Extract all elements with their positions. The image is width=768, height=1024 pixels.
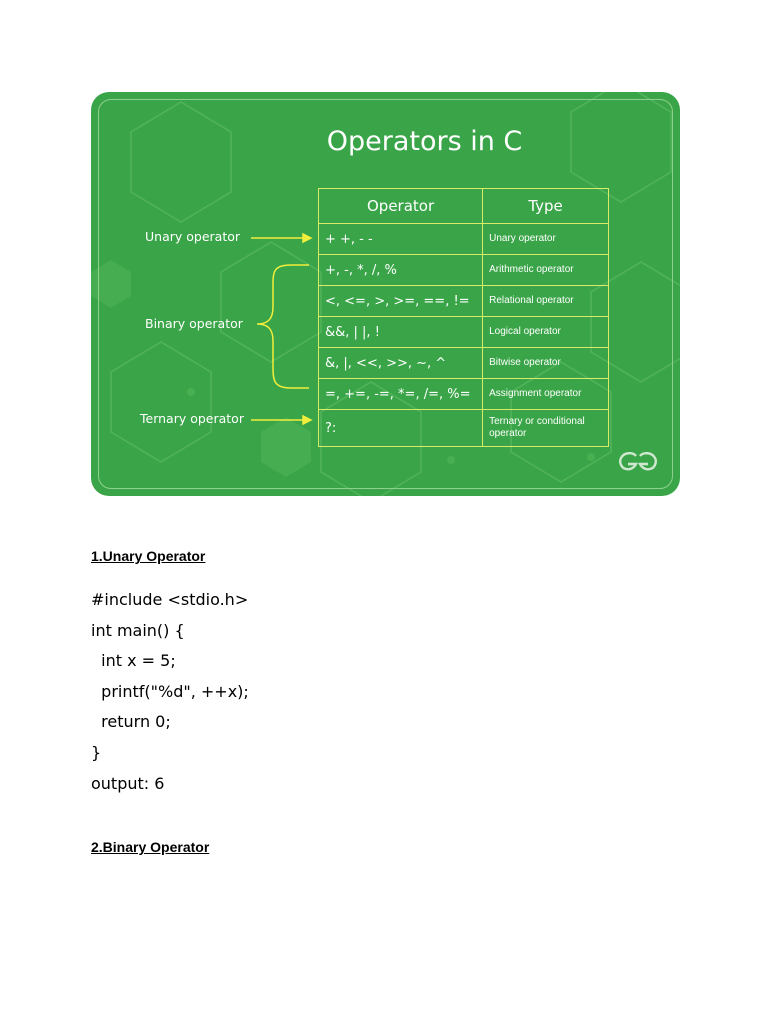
operator-cell: <, <=, >, >=, ==, !=	[319, 286, 483, 317]
code-line: #include <stdio.h>	[91, 590, 249, 609]
operator-cell: ?:	[319, 410, 483, 447]
table-row	[319, 224, 609, 255]
type-cell: Relational operator	[483, 286, 609, 317]
operator-table	[318, 188, 609, 447]
table-row	[319, 410, 609, 447]
gg-logo-icon	[618, 450, 658, 472]
operator-cell: &&, | |, !	[319, 317, 483, 348]
code-block	[91, 585, 249, 799]
table-row	[319, 379, 609, 410]
table-header-row	[319, 189, 609, 224]
table-row	[319, 255, 609, 286]
infographic-title: Operators in C	[326, 126, 523, 157]
code-line: printf("%d", ++x);	[91, 681, 249, 701]
operators-infographic	[91, 92, 680, 496]
label-unary: Unary operator	[145, 229, 241, 244]
label-binary: Binary operator	[145, 316, 243, 331]
table-row	[319, 317, 609, 348]
type-cell: Arithmetic operator	[483, 255, 609, 286]
type-cell: Ternary or conditional operator	[483, 410, 609, 447]
code-line: int main() {	[91, 620, 185, 640]
table-row	[319, 348, 609, 379]
operator-cell: =, +=, -=, *=, /=, %=	[319, 379, 483, 410]
code-line: return 0;	[91, 712, 171, 732]
type-cell: Bitwise operator	[483, 348, 609, 379]
section-heading-binary: 2.Binary Operator	[91, 839, 210, 855]
operator-cell: +, -, *, /, %	[319, 255, 483, 286]
operator-cell: &, |, <<, >>, ~, ^	[319, 348, 483, 379]
operator-cell: + +, - -	[319, 224, 483, 255]
code-output: output: 6	[91, 773, 165, 793]
table-row	[319, 286, 609, 317]
code-line: }	[91, 742, 102, 762]
section-heading-unary: 1.Unary Operator	[91, 548, 206, 564]
header-operator: Operator	[319, 189, 483, 224]
code-line: int x = 5;	[91, 651, 176, 671]
label-ternary: Ternary operator	[140, 411, 244, 426]
type-cell: Logical operator	[483, 317, 609, 348]
header-type: Type	[483, 189, 609, 224]
type-cell: Assignment operator	[483, 379, 609, 410]
type-cell: Unary operator	[483, 224, 609, 255]
